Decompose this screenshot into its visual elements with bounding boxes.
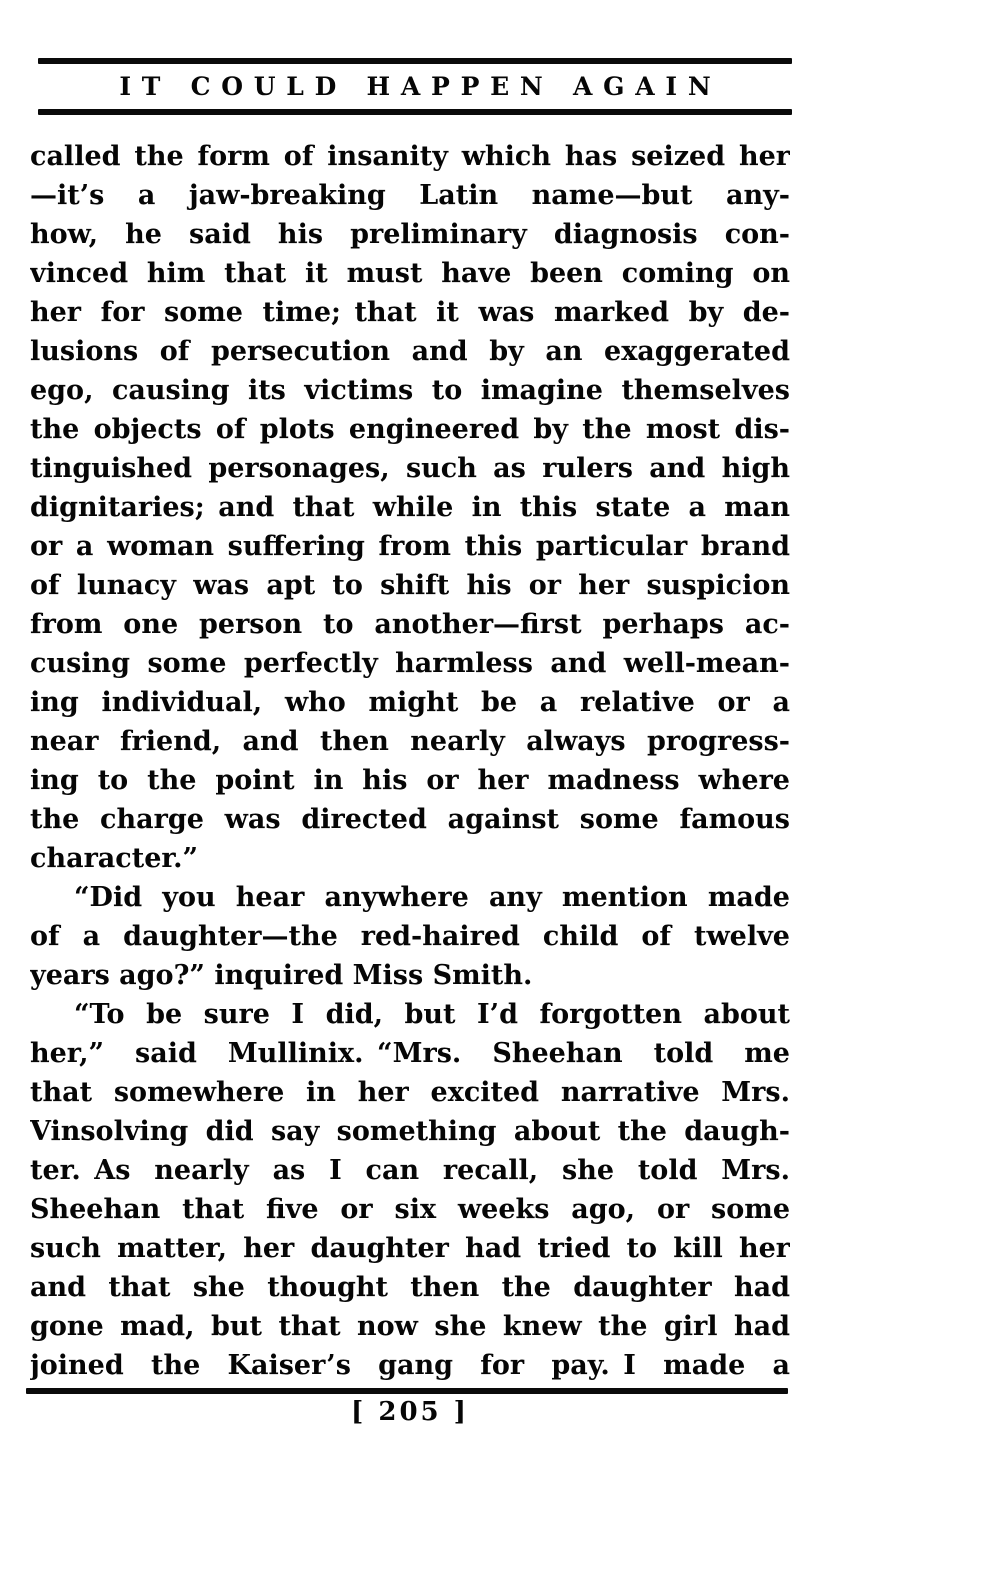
page-number: [ 205 ] [351,1397,469,1427]
text-line: called the form of insanity which has seized her [30,141,790,172]
text-line: dignitaries; and that while in this state a man [30,492,790,523]
text-line: that somewhere in her excited narrative Mrs. [30,1077,790,1108]
text-line: ego, causing its victims to imagine themselves [30,375,790,406]
text-line: vinced him that it must have been coming on [30,258,790,289]
text-line: from one person to another—first perhaps ac- [30,609,790,640]
header-rule-bottom [38,109,792,115]
text-line: “To be sure I did, but I’d forgotten about [74,999,790,1030]
text-line: —it’s a jaw-breaking Latin name—but any- [30,180,790,211]
text-line: her for some time; that it was marked by de- [30,297,790,328]
text-line: near friend, and then nearly always progress- [30,726,790,757]
text-line: of lunacy was apt to shift his or her suspicion [30,570,790,601]
text-line: ing individual, who might be a relative or a [30,687,790,718]
text-line: tinguished personages, such as rulers and high [30,453,790,484]
text-line: such matter, her daughter had tried to kill her [30,1233,790,1264]
text-line: cusing some perfectly harmless and well-mean- [30,648,790,679]
running-head-title: IT COULD HAPPEN AGAIN [119,72,722,101]
text-line: of a daughter—the red-haired child of twelve [30,921,790,952]
text-line: the charge was directed against some famous [30,804,790,835]
footer-rule [26,1388,788,1394]
text-line: Sheehan that five or six weeks ago, or some [30,1194,790,1225]
text-line: character.” [30,843,199,874]
text-line: and that she thought then the daughter had [30,1272,790,1303]
text-line: joined the Kaiser’s gang for pay. I made a [30,1350,790,1381]
text-line: lusions of persecution and by an exaggerated [30,336,790,367]
text-line: ter. As nearly as I can recall, she told Mrs. [30,1155,790,1186]
text-line: Vinsolving did say something about the daugh- [30,1116,790,1147]
text-line: or a woman suffering from this particular brand [30,531,790,562]
text-line: the objects of plots engineered by the most dis- [30,414,790,445]
text-line: ing to the point in his or her madness where [30,765,790,796]
body-text [30,137,790,1385]
text-line: her,” said Mullinix. “Mrs. Sheehan told me [30,1038,790,1069]
text-line: years ago?” inquired Miss Smith. [30,960,533,991]
text-line: “Did you hear anywhere any mention made [74,882,790,913]
text-line: how, he said his preliminary diagnosis con- [30,219,790,250]
text-line: gone mad, but that now she knew the girl had [30,1311,790,1342]
